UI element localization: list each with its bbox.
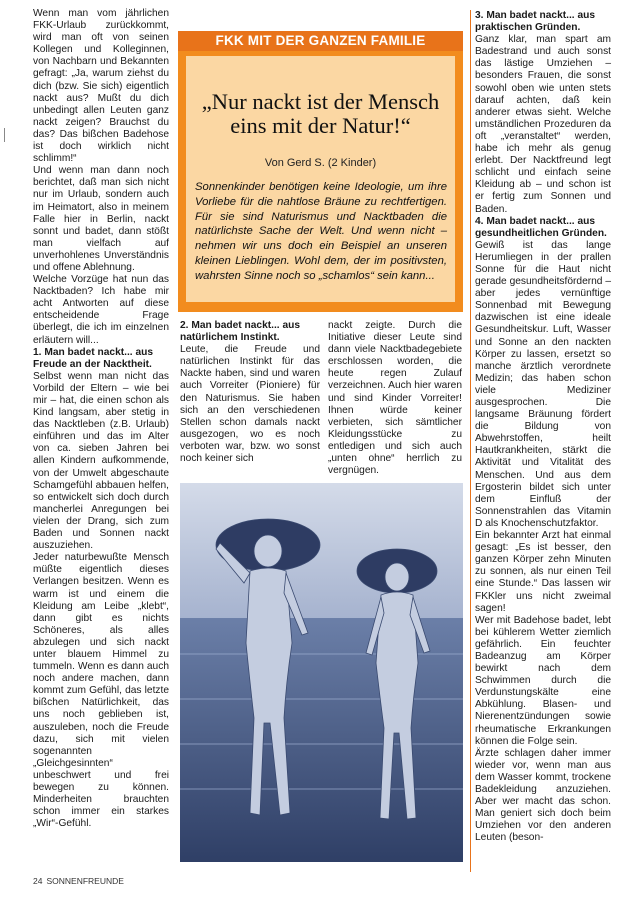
section-heading-4: 4. Man badet nackt... aus gesundheitlichen Gründen. — [475, 215, 607, 239]
paragraph: Wenn man vom jährlichen FKK-Urlaub zurückkommt, wird man oft von seinen Kollegen und Kolleginnen, von Nachbarn und Bekannten gefragt: „Ja, warum ziehst du dich (bzw. Sie sich) eigentlich nackt aus? Mußt du dich unbedingt allen Leuten ganz nackt zeigen? Brauchst du das? Das bißchen Badehose ist doch wirklich nicht schlimm!“ — [33, 8, 169, 165]
paragraph: Ärzte schlagen daher immer wieder vor, wenn man aus dem Wasser kommt, trockene Badekleidung anzuziehen. Aber wer macht das schon. Man geniert sich doch beim Umziehen vor den anderen Leuten (beson- — [475, 747, 611, 844]
feature-box — [178, 31, 463, 312]
paragraph: Leute, die Freude und natürlichen Instinkt für das Nackte haben, sind und waren auch Vorreiter (Pioniere) für den Naturismus. Sie haben sich an den verschiedenen Stellen schon damals nackt ausgezogen, wo es noch verboten war, bzw. wo sonst noch keiner sich — [180, 344, 320, 465]
column-divider — [470, 10, 471, 872]
section-heading-2: 2. Man badet nackt... aus natürlichem Instinkt. — [180, 320, 301, 344]
headline — [186, 90, 455, 138]
box-header: FKK MIT DER GANZEN FAMILIE — [178, 31, 463, 51]
page-number: 24 — [33, 876, 43, 886]
paragraph: Wer mit Badehose badet, lebt bei kühlerem Wetter ziemlich gefährlich. Ein feuchter Badeanzug am Körper bewirkt nach dem Schwimmen durch die Verdunstungskälte eine Abkühlung. Blasen- und Nierenentzündungen sowie rheumatische Erkrankungen können die Folge sein. — [475, 614, 611, 747]
paragraph: Welche Vorzüge hat nun das Nacktbaden? Ich habe mir acht Antworten auf diese entscheidende Frage überlegt, die ich im einzelnen erläutern will... — [33, 274, 169, 346]
paragraph: Selbst wenn man nicht das Vorbild der Eltern – wie bei mir – hat, die einen schon als Kind langsam, aber stetig in das Nacktleben (z.B. Urlaub) einführen und das im Alter von ca. sieben Jahren bei allen Kindern aufkommende, von der Umwelt abgeschaute Schamgefühl abbauen helfen, so entwickelt sich doch durch mancherlei Anregungen bei vielen der Drang, sich zum Baden und Sonnen nackt auszuziehen. — [33, 370, 169, 552]
page-footer — [33, 876, 124, 886]
magazine-name: SONNENFREUNDE — [46, 876, 124, 886]
section-heading-3: 3. Man badet nackt... aus praktischen Gründen. — [475, 10, 596, 34]
margin-mark — [4, 128, 5, 142]
paragraph: nackt zeigte. Durch die Initiative dieser Leute sind dann viele Nacktbadegebiete erschlossen worden, die heute regen Zulauf verzeichnen. Auch hier waren und sind Kinder Vorreiter! Ihnen würde keiner verbieten, sich sämtlicher Kleidungsstücke zu entledigen und sich auch „unten ohne“ herrlich zu vergnügen. — [328, 320, 462, 477]
author-line: Von Gerd S. (2 Kinder) — [264, 157, 377, 169]
lead-text: Sonnenkinder benötigen keine Ideologie, um ihre Vorliebe für die nahtlose Bräune zu rechtfertigen. Für sie sind Naturismus und Nacktbaden die natürlichste Sache der Welt. Und wenn nicht – nehmen wir uns doch ein Beispiel an unseren kleinen Lieblingen. Wohl dem, der im positivsten, wahrsten Sinne noch so „schamlos“ sein kann... — [195, 181, 447, 282]
paragraph: Jeder naturbewußte Mensch müßte eigentlich dieses Verlangen besitzen. Wenn es warm ist und einem die Kleidung am Leibe „klebt“, dann gibt es nichts Schöneres, als alles abzulegen und sich nackt unter blauem Himmel zu tummeln. Wenn es dann auch noch andere machen, dann kommt zum Gefühl, das letzte bißchen Natürlichkeit, das uns noch geblieben ist, auszuleben, noch die Freude dazu, sich mit vielen sogenannten „Gleichgesinnten“ unbeschwert und frei bewegen zu können. Minderheiten brauchten schon immer ein starkes „Wir“-Gefühl. — [33, 552, 169, 830]
column-2 — [180, 320, 320, 465]
column-1 — [33, 8, 169, 830]
section-heading-1: 1. Man badet nackt... aus Freude an der Nacktheit. — [33, 346, 154, 370]
paragraph: Ganz klar, man spart am Badestrand und auch sonst das lästige Umziehen – besonders Frauen, die sonst sowohl oben wie unten stets darauf achten, daß kein anderer etwas sieht. Welche umständlichen Prozeduren da oft „veranstaltet“ werden, habe ich mehr als genug erlebt. Der Nacktfreund legt schlicht und einfach seine Kleidung ab – und schon ist er fertig zum Sonnen und Baden. — [475, 34, 611, 215]
beach-photo — [180, 483, 463, 862]
column-3 — [328, 320, 462, 477]
column-4 — [475, 10, 611, 844]
photo-illustration — [180, 483, 463, 862]
paragraph: Gewiß ist das lange Herumliegen in der prallen Sonne für die Haut nicht gerade gesundheitsfördernd – aber jedes vernünftige Sonnenbad mit Bewegung dazwischen ist eine ideale Gesundheitskur. Luft, Wasser und Sonne an den nackten Körper zu lassen, ersetzt so manche ärztlich verordnete Medizin; das haben schon viele Mediziner ausgesprochen. Die langsame Bräunung fördert die Bildung von Abwehrstoffen, heilt Hautkrankheiten, stärkt die Aktivität und Vitalität des Menschen. Und aus dem Ergosterin bildet sich unter dem Einfluß der Sonnenstrahlen das Vitamin D als Knochenschutzfaktor. — [475, 239, 611, 529]
paragraph: Ein bekannter Arzt hat einmal gesagt: „Es ist besser, den ganzen Körper zehn Minuten zu sonnen, als nur einen Teil eine Stunde.“ Das lassen wir FKKler uns nicht zweimal sagen! — [475, 530, 611, 614]
box-inner — [186, 56, 455, 302]
headline-line-1: „Nur nackt ist der Mensch — [201, 89, 440, 114]
paragraph: Und wenn man dann noch berichtet, daß man sich nicht nur im Urlaub, sondern auch im Heimatort, also in meinem Falle hier in Berlin, nackt sonnt und badet, dann stößt man vielfach auf unverhohlenes Unverständnis und offene Ablehnung. — [33, 165, 169, 273]
headline-line-2: eins mit der Natur!“ — [230, 113, 411, 138]
